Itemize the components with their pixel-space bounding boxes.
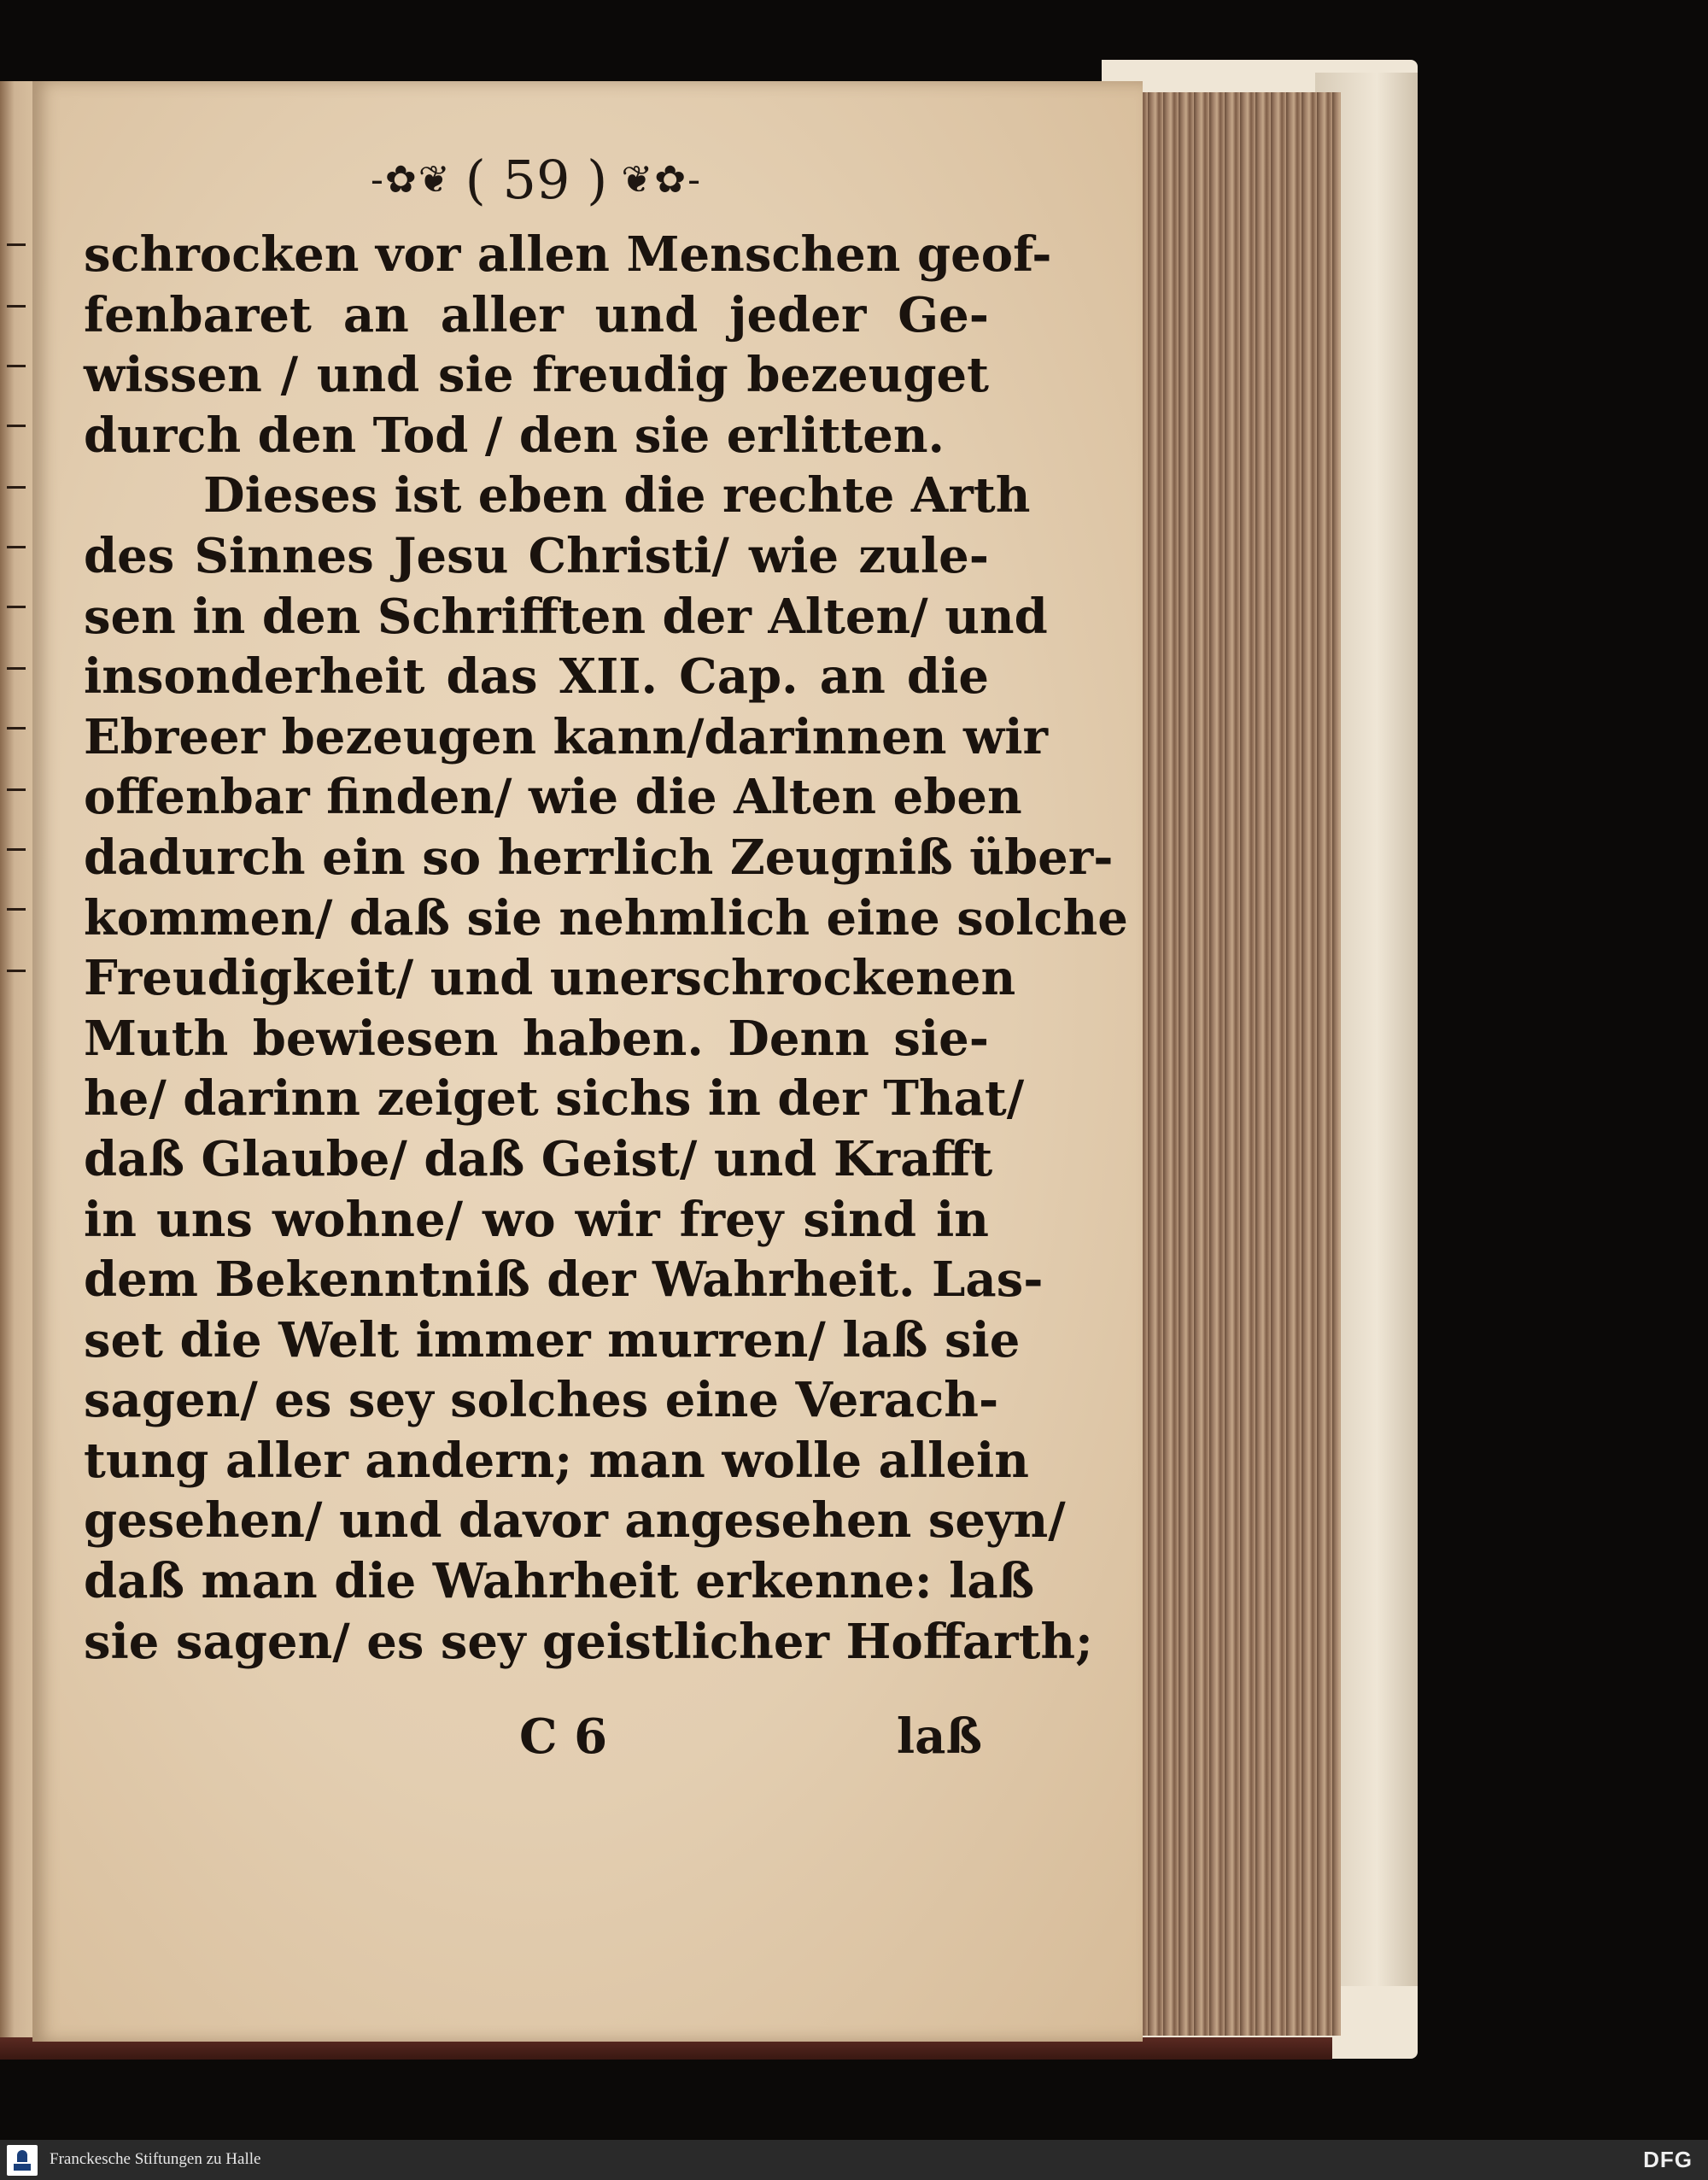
- body-text: [84, 225, 1128, 1672]
- text-line: Muth bewiesen haben. Denn sie-: [84, 1010, 989, 1067]
- text-line: dem Bekenntniß der Wahrheit. Las-: [84, 1251, 1044, 1309]
- text-line: wissen / und sie freudig bezeuget: [84, 347, 989, 404]
- dfg-logo: DFG: [1643, 2147, 1693, 2172]
- text-line: sen in den Schrifften der Alten/ und: [84, 588, 1048, 645]
- text-line: daß Glaube/ daß Geist/ und Krafft: [84, 1130, 993, 1187]
- text-line: fenbaret an aller und jeder Ge-: [84, 286, 989, 343]
- facing-page-edge: [0, 81, 36, 2046]
- text-line: Dieses ist eben die rechte Arth: [203, 467, 1031, 524]
- page-footer: [84, 1708, 989, 1768]
- text-line: sie sagen/ es sey geistlicher Hoffarth;: [84, 1613, 1093, 1670]
- ornament-left-icon: -✿❦: [371, 157, 452, 202]
- text-line: tung aller andern; man wolle allein: [84, 1432, 1030, 1489]
- signature-mark: C 6: [519, 1708, 608, 1765]
- page-header: [348, 141, 724, 218]
- book-page: [32, 81, 1143, 2042]
- text-line: kommen/ daß sie nehmlich eine solche: [84, 889, 1128, 946]
- text-line: set die Welt immer murren/ laß sie: [84, 1311, 1021, 1368]
- ornament-right-icon: ❦✿-: [621, 157, 702, 202]
- text-line: durch den Tod / den sie erlitten.: [84, 407, 945, 464]
- text-line: he/ darinn zeiget sichs in der That/: [84, 1070, 1025, 1128]
- text-line: sagen/ es sey solches eine Verach-: [84, 1372, 999, 1429]
- text-line: offenbar finden/ wie die Alten eben: [84, 769, 1022, 826]
- text-line: dadurch ein so herrlich Zeugniß über-: [84, 829, 1114, 886]
- institution-logo-icon: [7, 2145, 38, 2176]
- text-line: Ebreer bezeugen kann/darinnen wir: [84, 708, 1048, 765]
- page-number: ( 59 ): [465, 148, 608, 211]
- viewer-footer: [0, 2140, 1708, 2180]
- text-line: in uns wohne/ wo wir frey sind in: [84, 1191, 989, 1248]
- catchword: laß: [896, 1708, 982, 1765]
- text-line: gesehen/ und davor angesehen seyn/: [84, 1492, 1066, 1550]
- text-line: daß man die Wahrheit erkenne: laß: [84, 1553, 1035, 1610]
- text-line: Freudigkeit/ und unerschrockenen: [84, 950, 1016, 1007]
- institution-name: Franckesche Stiftungen zu Halle: [50, 2150, 261, 2168]
- text-line: des Sinnes Jesu Christi/ wie zule-: [84, 527, 989, 584]
- text-line: schrocken vor allen Menschen geof-: [84, 226, 1052, 283]
- text-line: insonderheit das XII. Cap. an die: [84, 648, 989, 706]
